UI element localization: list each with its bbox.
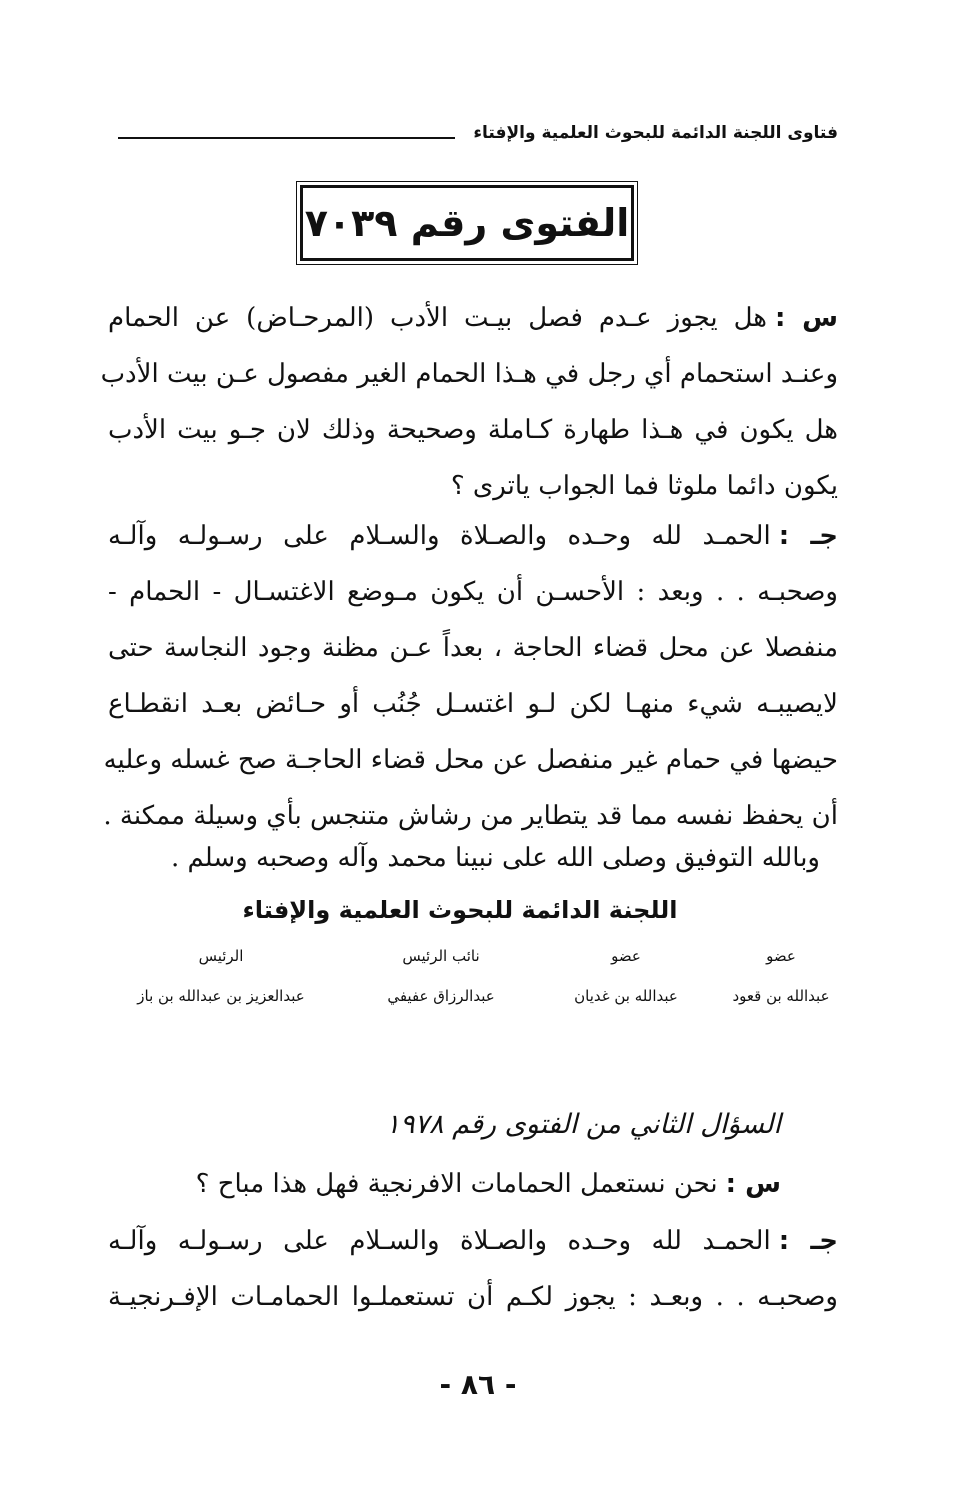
question-label: س : — [725, 1169, 781, 1199]
page-number: - ٨٦ - — [439, 1368, 517, 1401]
second-answer-block — [108, 1213, 838, 1325]
signatory-role: عضو — [766, 947, 796, 965]
signatory-role: عضو — [611, 947, 641, 965]
answer-line: حيضها في حمام غير منفصل عن محل قضاء الحاجـة صح غسله وعليه — [103, 745, 838, 775]
second-question-heading: السؤال الثاني من الفتوى رقم ١٩٧٨ — [385, 1109, 781, 1140]
answer-line — [108, 508, 838, 564]
answer-line: وصحبـه . . وبعد : الأحسـن أن يكون مـوضع الاغتسـال - الحمام - — [108, 577, 838, 607]
answer-line: منفصلا عن محل قضاء الحاجة ، بعداً عـن مظنة وجود النجاسة حتى — [108, 633, 838, 663]
answer-line: أن يحفظ نفسه مما قد يتطاير من رشاش متنجس بأي وسيلة ممكنة . — [103, 801, 838, 831]
question-text: نحن نستعمل الحمامات الافرنجية فهل هذا مباح ؟ — [195, 1169, 718, 1199]
second-question-line — [196, 1164, 781, 1204]
answer-line: وصحبـه . . وبعـد : يجوز لكـم أن تستعملـوا الحمامـات الإفـرنجيـة — [108, 1282, 838, 1312]
signatory-vice-president — [366, 945, 516, 1007]
signatory-member-2 — [556, 945, 696, 1007]
question-text: هل يجوز عـدم فصل بيـت الأدب (المرحـاض) عن الحمام — [108, 303, 767, 333]
question-line: هل يكون في هـذا طهارة كـاملة وصحيحة وذلك لان جـو بيت الأدب — [108, 415, 838, 445]
running-header-title: فتاوى اللجنة الدائمة للبحوث العلمية والإفتاء — [473, 123, 838, 143]
answer-line: لايصيبـه شيء منهـا لكن لـو اغتسـل جُنُب أو حـائض بعـد انقطـاع — [108, 689, 838, 719]
signatory-member-1 — [732, 945, 830, 1007]
question-label: س : — [775, 303, 839, 333]
header-rule — [118, 137, 455, 139]
signatory-role: الرئيس — [198, 947, 244, 965]
signatory-name: عبدالله بن غديان — [574, 987, 678, 1005]
question-line: وعنـد استحمام أي رجل في هـذا الحمام الغير مفصول عـن بيت الأدب — [100, 359, 838, 389]
signatory-name: عبدالعزيز بن عبدالله بن باز — [137, 987, 305, 1005]
answer-block — [103, 508, 839, 844]
answer-label: جـ : — [778, 521, 839, 551]
answer-text: الحمـد لله وحـده والصـلاة والسـلام على رسـولـه وآلـه — [108, 521, 771, 551]
signatory-name: عبدالرزاق عفيفي — [387, 987, 495, 1005]
answer-line — [108, 1213, 838, 1269]
question-line: يكون دائما ملوثا فما الجواب ياترى ؟ — [450, 471, 838, 501]
question-line — [108, 290, 838, 346]
signatory-role: نائب الرئيس — [402, 947, 480, 965]
question-block — [100, 290, 839, 514]
answer-label: جـ : — [778, 1226, 839, 1256]
fatwa-title-box — [300, 185, 634, 261]
signatory-president — [116, 945, 326, 1007]
answer-text: الحمـد لله وحـده والصـلاة والسـلام على رسـولـه وآلـه — [108, 1226, 771, 1256]
closing-line: وبالله التوفيق وصلى الله على نبينا محمد وآله وصحبه وسلم . — [170, 843, 820, 873]
running-header — [118, 112, 838, 142]
signatory-name: عبدالله بن قعود — [732, 987, 830, 1005]
fatwa-title: الفتوى رقم ٧٠٣٩ — [304, 201, 630, 245]
signatories — [116, 945, 830, 1007]
committee-name: اللجنة الدائمة للبحوث العلمية والإفتاء — [242, 896, 678, 924]
